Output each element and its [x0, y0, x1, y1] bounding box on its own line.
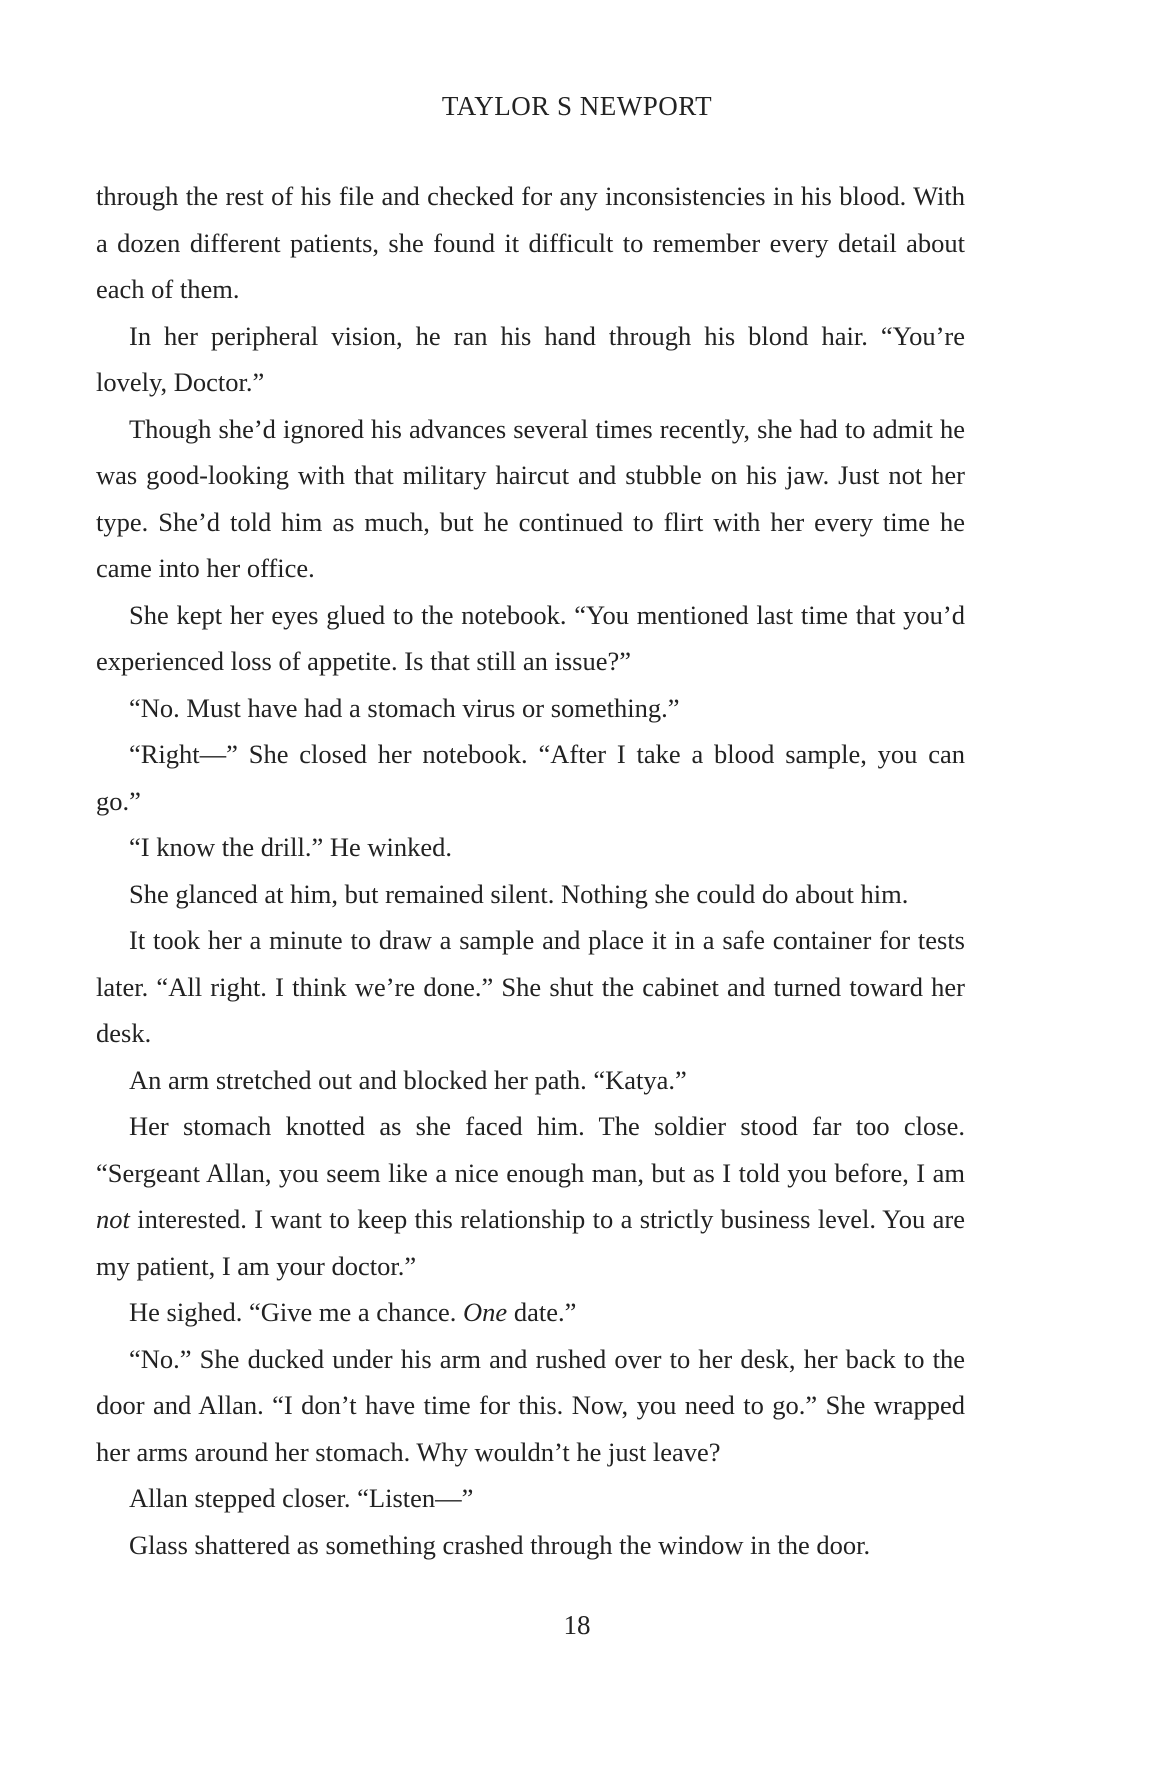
- emphasis-text: not: [96, 1204, 130, 1234]
- paragraph: It took her a minute to draw a sample and place it in a safe container for tests later. “All right. I think we’re done.” She shut the cabinet and turned toward her desk.: [96, 925, 965, 1048]
- paragraph: “I know the drill.” He winked.: [129, 832, 453, 862]
- paragraph: Allan stepped closer. “Listen—”: [129, 1483, 474, 1513]
- paragraph: Glass shattered as something crashed through the window in the door.: [129, 1529, 871, 1560]
- paragraph: through the rest of his file and checked for any inconsistencies in his blood. With a dozen different patients, she found it difficult to remember every detail about each of them.: [96, 181, 965, 304]
- paragraph: An arm stretched out and blocked her path. “Katya.”: [129, 1064, 687, 1095]
- paragraph: [96, 1289, 965, 1336]
- paragraph-text: date.”: [507, 1297, 577, 1327]
- paragraph: She glanced at him, but remained silent. Nothing she could do about him.: [129, 878, 909, 909]
- page-number: 18: [563, 1610, 591, 1640]
- paragraph-text: He sighed. “Give me a chance.: [129, 1297, 464, 1327]
- paragraph: [96, 1103, 965, 1289]
- paragraph: Though she’d ignored his advances several times recently, she had to admit he was good-looking with that military haircut and stubble on his jaw. Just not her type. She’d told him as much, but he continued to flirt with her every time he came into her office.: [96, 413, 965, 583]
- paragraph: “No.” She ducked under his arm and rushed over to her desk, her back to the door and Allan. “I don’t have time for this. Now, you need to go.” She wrapped her arms around her stomach. Why wouldn’t he just leave?: [96, 1343, 965, 1467]
- emphasis-text: One: [463, 1297, 508, 1327]
- paragraph: “Right—” She closed her notebook. “After I take a blood sample, you can go.”: [96, 739, 965, 816]
- body-text: [96, 173, 965, 1568]
- paragraph: She kept her eyes glued to the notebook. “You mentioned last time that you’d experienced loss of appetite. Is that still an issue?”: [96, 599, 965, 676]
- paragraph-text: Her stomach knotted as she faced him. The soldier stood far too close. “Sergeant Allan, you seem like a nice enough man, but as I told you before, I am: [96, 1111, 965, 1188]
- paragraph-text: interested. I want to keep this relationship to a strictly business level. You are my patient, I am your doctor.”: [96, 1204, 965, 1281]
- paragraph: In her peripheral vision, he ran his hand through his blond hair. “You’re lovely, Doctor.”: [96, 320, 965, 397]
- paragraph: “No. Must have had a stomach virus or something.”: [129, 692, 680, 723]
- running-head: TAYLOR S NEWPORT: [441, 91, 713, 121]
